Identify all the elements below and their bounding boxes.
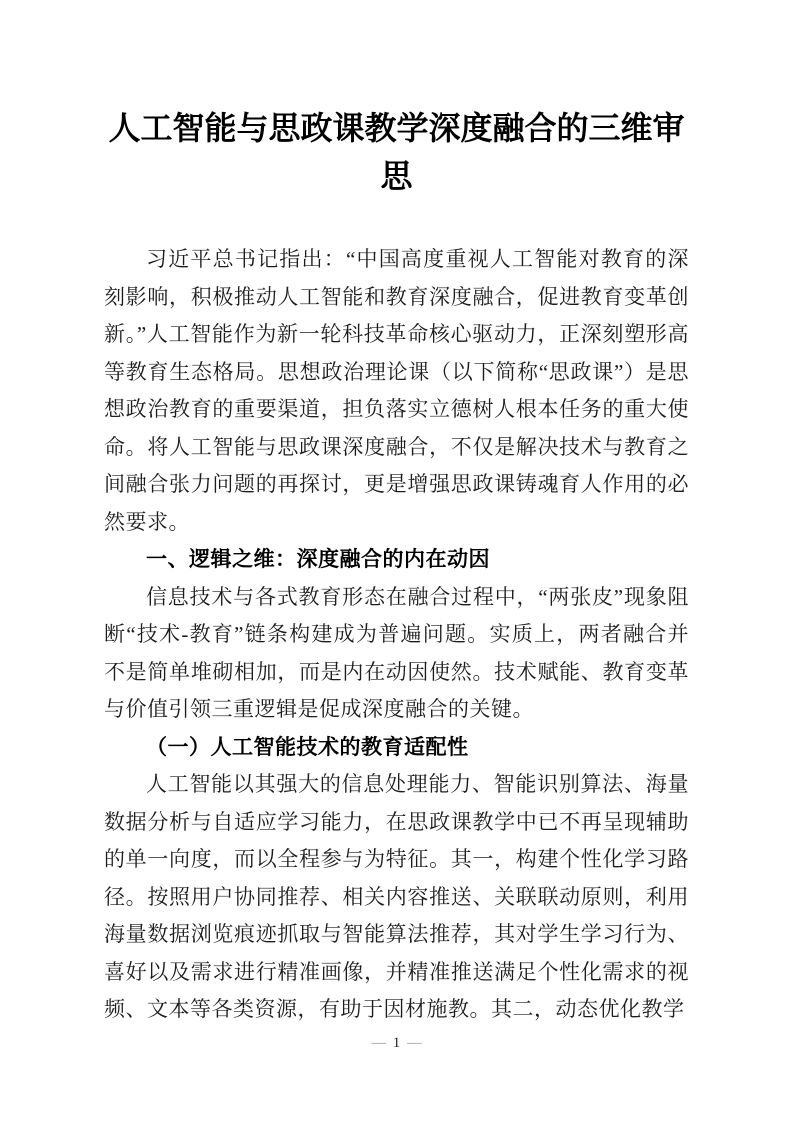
paragraph-introduction: 习近平总书记指出：“中国高度重视人工智能对教育的深刻影响，积极推动人工智能和教育深度融合，促进教育变革创新。”人工智能作为新一轮科技革命核心驱动力，正深刻塑形高等教育生态格局。思想政治理论课（以下简称“思政课”）是思想政治教育的重要渠道，担负落实立德树人根本任务的重大使命。将人工智能与思政课深度融合，不仅是解决技术与教育之间融合张力问题的再探讨，更是增强思政课铸魂育人作用的必然要求。 — [104, 247, 689, 534]
footer-dash-left: — — [371, 1035, 386, 1051]
document-title: 人工智能与思政课教学深度融合的三维审思 — [108, 110, 685, 194]
page-footer — [0, 1033, 793, 1053]
footer-dash-right: — — [407, 1035, 422, 1051]
paragraph-section-one: 信息技术与各式教育形态在融合过程中，“两张皮”现象阻断“技术-教育”链条构建成为普遍问题。实质上，两者融合并不是简单堆砌相加，而是内在动因使然。技术赋能、教育变革与价值引领三重逻辑是促成深度融合的关键。 — [104, 584, 689, 721]
paragraph-subsection-one: 人工智能以其强大的信息处理能力、智能识别算法、海量数据分析与自适应学习能力，在思政课教学中已不再呈现辅助的单一向度，而以全程参与为特征。其一，构建个性化学习路径。按照用户协同推荐、相关内容推送、关联联动原则，利用海量数据浏览痕迹抓取与智能算法推荐，其对学生学习行为、喜好以及需求进行精准画像，并精准推送满足个性化需求的视频、文本等各类资源，有助于因材施教。其二，动态优化教学 — [104, 772, 689, 1021]
subsection-heading-ai-adaptability: （一）人工智能技术的教育适配性 — [146, 734, 469, 759]
page-number: 1 — [392, 1035, 401, 1051]
section-heading-logic-dimension: 一、逻辑之维：深度融合的内在动因 — [146, 548, 490, 571]
